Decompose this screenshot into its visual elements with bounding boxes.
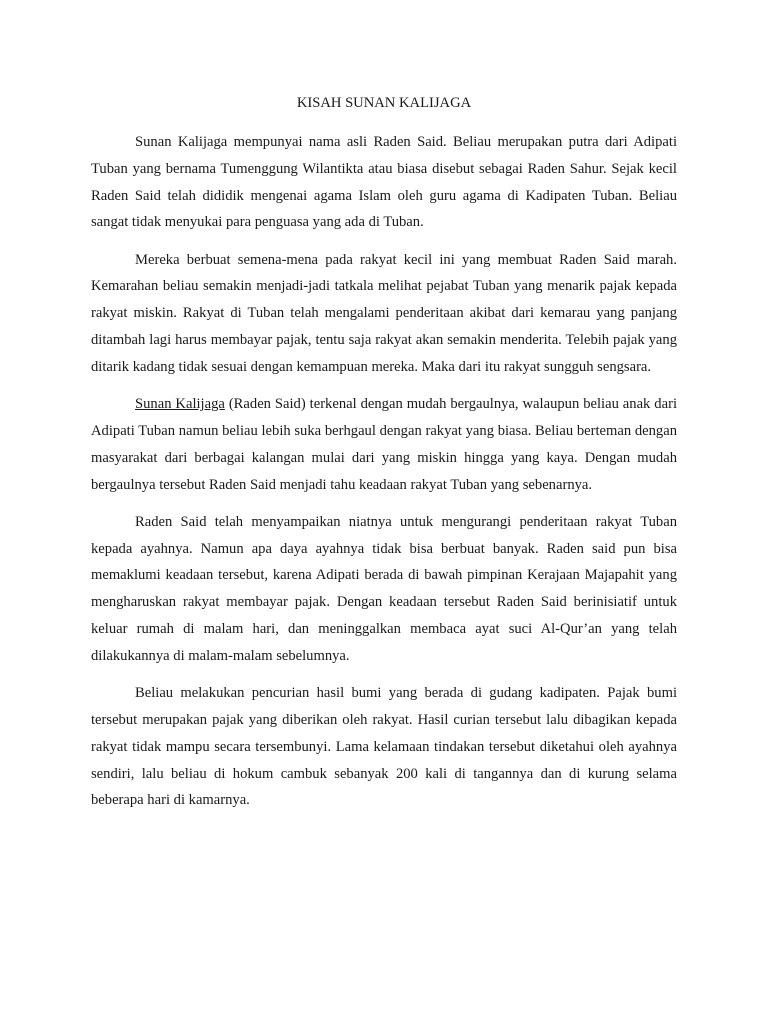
paragraph-3-text: (Raden Said) terkenal dengan mudah bergaulnya, walaupun beliau anak dari Adipati Tuban namun beliau lebih suka berhgaul dengan rakyat yang biasa. Beliau berteman dengan masyarakat dari berbagai kalangan mulai dari yang miskin hingga yang kaya. Dengan mudah bergaulnya tersebut Raden Said menjadi tahu keadaan rakyat Tuban yang sebenarnya. <box>91 396 677 493</box>
document-title: KISAH SUNAN KALIJAGA <box>296 95 472 111</box>
sunan-kalijaga-link[interactable]: Sunan Kalijaga <box>135 396 225 413</box>
paragraph-1: Sunan Kalijaga mempunyai nama asli Raden Said. Beliau merupakan putra dari Adipati Tuban yang bernama Tumenggung Wilantikta atau biasa disebut sebagai Raden Sahur. Sejak kecil Raden Said telah dididik mengenai agama Islam oleh guru agama di Kadipaten Tuban. Beliau sangat tidak menyukai para penguasa yang ada di Tuban. <box>91 134 677 231</box>
paragraph-5: Beliau melakukan pencurian hasil bumi yang berada di gudang kadipaten. Pajak bumi tersebut merupakan pajak yang diberikan oleh rakyat. Hasil curian tersebut lalu dibagikan kepada rakyat tidak mampu secara tersembunyi. Lama kelamaan tindakan tersebut diketahui oleh ayahnya sendiri, lalu beliau di hokum cambuk sebanyak 200 kali di tangannya dan di kurung selama beberapa hari di kamarnya. <box>91 685 677 809</box>
document-page <box>91 92 677 825</box>
paragraph-2: Mereka berbuat semena-mena pada rakyat kecil ini yang membuat Raden Said marah. Kemarahan beliau semakin menjadi-jadi tatkala melihat pejabat Tuban yang menarik pajak kepada rakyat miskin. Rakyat di Tuban telah mengalami penderitaan akibat dari kemarau yang panjang ditambah lagi harus membayar pajak, tentu saja rakyat akan semakin menderita. Telebih pajak yang ditarik kadang tidak sesuai dengan kemampuan mereka. Maka dari itu rakyat sungguh sengsara. <box>91 251 677 375</box>
paragraph-3 <box>91 391 677 498</box>
paragraph-4: Raden Said telah menyampaikan niatnya untuk mengurangi penderitaan rakyat Tuban kepada ayahnya. Namun apa daya ayahnya tidak bisa berbuat banyak. Raden said pun bisa memaklumi keadaan tersebut, karena Adipati berada di bawah pimpinan Kerajaan Majapahit yang mengharuskan rakyat membayar pajak. Dengan keadaan tersebut Raden Said berinisiatif untuk keluar rumah di malam hari, dan meninggalkan membaca ayat suci Al-Qur’an yang telah dilakukannya di malam-malam sebelumnya. <box>91 513 677 664</box>
